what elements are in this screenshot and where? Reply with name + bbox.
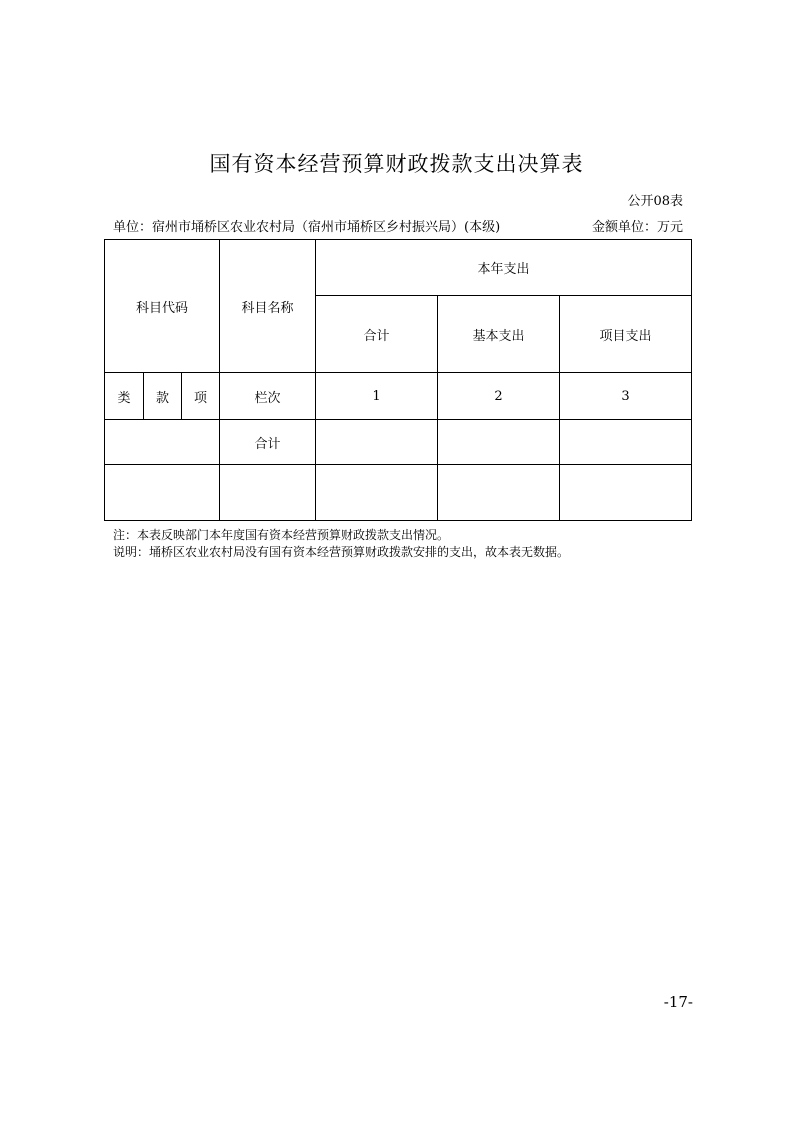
header-total: 合计: [316, 296, 438, 373]
empty-row-name: [220, 465, 316, 521]
subheader-xiang: 项: [182, 373, 220, 420]
header-project-expenditure: 项目支出: [560, 296, 692, 373]
index-row: [105, 373, 692, 420]
index-2: 2: [438, 373, 560, 420]
total-row-label: 合计: [220, 420, 316, 465]
subheader-kuan: 款: [144, 373, 182, 420]
notes: [113, 527, 569, 561]
budget-table: [104, 239, 692, 521]
total-row: [105, 420, 692, 465]
index-3: 3: [560, 373, 692, 420]
empty-row-project: [560, 465, 692, 521]
header-this-year-expenditure: 本年支出: [316, 240, 692, 296]
header-basic-expenditure: 基本支出: [438, 296, 560, 373]
table-row: [105, 465, 692, 521]
total-row-basic: [438, 420, 560, 465]
empty-row-code: [105, 465, 220, 521]
page-number: -17-: [663, 993, 693, 1011]
total-row-total: [316, 420, 438, 465]
header-subject-name: 科目名称: [220, 240, 316, 373]
amount-unit-label: 金额单位：万元: [591, 220, 683, 235]
total-row-project: [560, 420, 692, 465]
empty-row-total: [316, 465, 438, 521]
page-title: 国有资本经营预算财政拨款支出决算表: [209, 152, 584, 176]
subheader-lei: 类: [105, 373, 144, 420]
explanation-line: 说明：埇桥区农业农村局没有国有资本经营预算财政拨款安排的支出，故本表无数据。: [113, 545, 570, 559]
total-row-code: [105, 420, 220, 465]
index-1: 1: [316, 373, 438, 420]
form-number: 公开08表: [627, 194, 683, 209]
empty-row-basic: [438, 465, 560, 521]
row-index-label: 栏次: [220, 373, 316, 420]
note-line: 注：本表反映部门本年度国有资本经营预算财政拨款支出情况。: [113, 528, 450, 542]
header-subject-code: 科目代码: [105, 240, 220, 373]
header-row-1: [105, 240, 692, 296]
unit-label: 单位：宿州市埇桥区农业农村局（宿州市埇桥区乡村振兴局）(本级): [113, 220, 501, 235]
